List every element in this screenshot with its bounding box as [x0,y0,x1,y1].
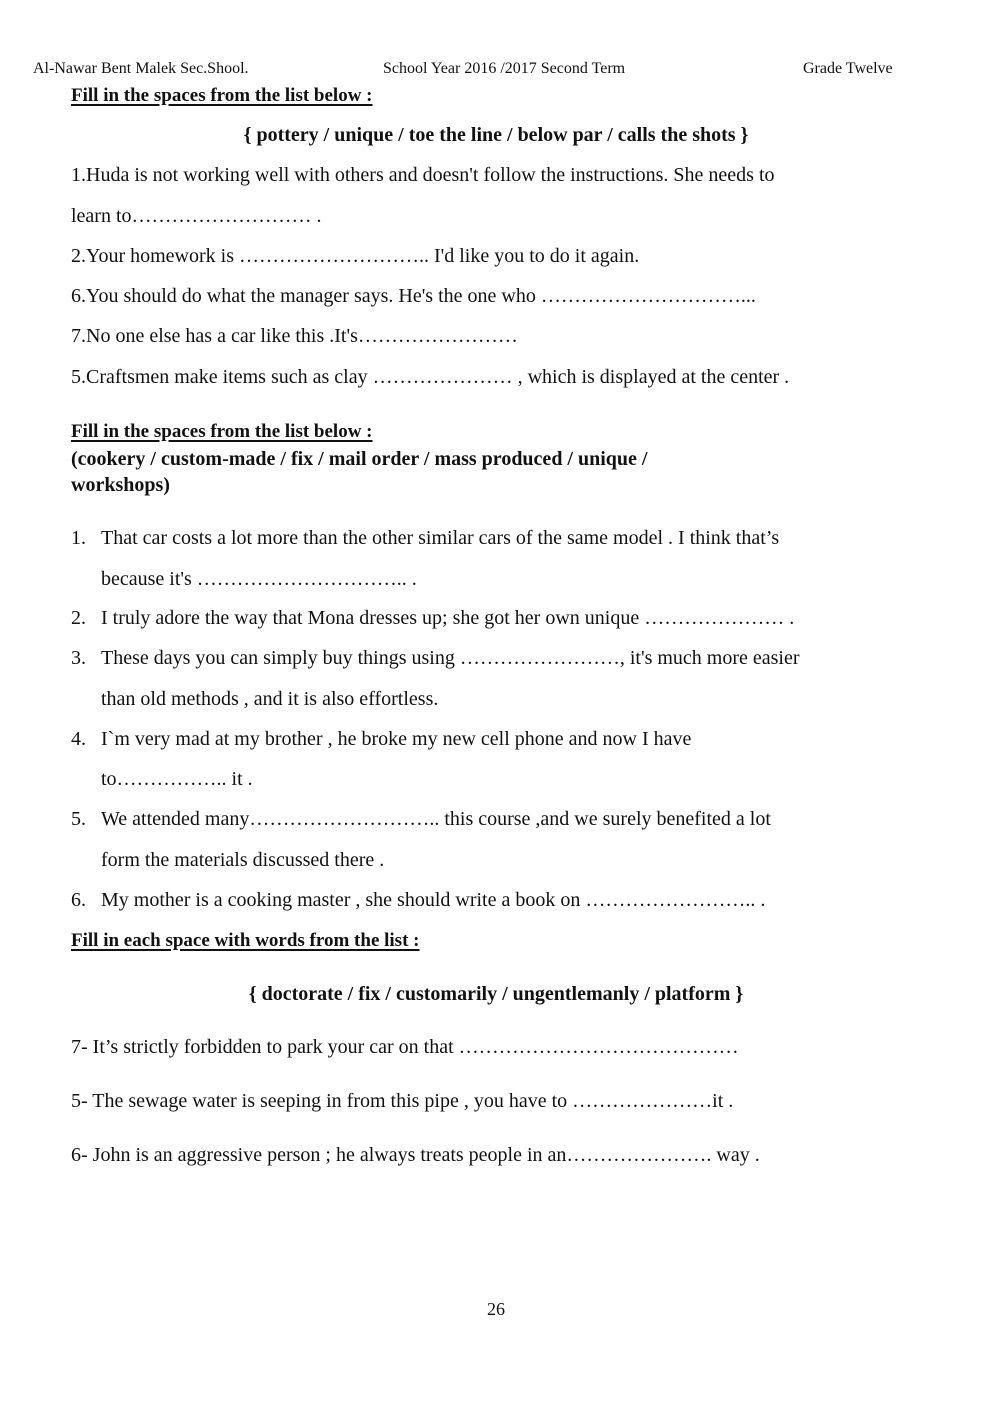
question-number: 1. [71,527,86,549]
question-text-continued: than old methods , and it is also effortless. [101,688,439,710]
question-text-continued: because it's ………………………….. . [101,568,417,590]
question-text: I truly adore the way that Mona dresses up; she got her own unique ………………… . [101,607,795,629]
section1-line-4: 6.You should do what the manager says. He's the one who …………………………... [71,285,756,307]
question-text: That car costs a lot more than the other similar cars of the same model . I think that’s [101,527,780,549]
question-number: 3. [71,647,86,669]
question-number: 5. [71,808,86,830]
question-number: 4. [71,728,86,750]
section2-word-list-line2: workshops) [71,474,170,496]
question-text: We attended many……………………….. this course ,and we surely benefited a lot [101,808,771,830]
section2-heading: Fill in the spaces from the list below : [71,421,373,442]
section1-line-6: 5.Craftsmen make items such as clay ………………… , which is displayed at the center . [71,366,790,388]
question-number: 2. [71,607,86,629]
section1-heading: Fill in the spaces from the list below : [71,85,373,106]
question-text-continued: form the materials discussed there . [101,849,385,871]
section1-line-5: 7.No one else has a car like this .It's…………………… [71,325,518,347]
section1-line-3: 2.Your homework is ……………………….. I'd like you to do it again. [71,245,640,267]
question-text-continued: to…………….. it . [101,768,253,790]
section3-word-list: { doctorate / fix / customarily / ungentlemanly / platform } [248,983,744,1005]
section3-line-1: 7- It’s strictly forbidden to park your car on that …………………………………… [71,1036,739,1058]
question-text: I`m very mad at my brother , he broke my new cell phone and now I have [101,728,692,750]
section3-line-2: 5- The sewage water is seeping in from this pipe , you have to …………………it . [71,1090,734,1112]
section1-line-2: learn to……………………… . [71,205,322,227]
section3-line-3: 6- John is an aggressive person ; he always treats people in an…………………. way . [71,1144,760,1166]
question-text: My mother is a cooking master , she should write a book on …………………….. . [101,889,766,911]
section1-word-list: { pottery / unique / toe the line / below par / calls the shots } [243,124,749,146]
grade-label: Grade Twelve [803,60,893,77]
page-number: 26 [487,1299,505,1319]
question-text: These days you can simply buy things using ……………………, it's much more easier [101,647,800,669]
section3-heading: Fill in each space with words from the list : [71,930,420,951]
school-name: Al-Nawar Bent Malek Sec.Shool. [33,60,249,77]
school-year: School Year 2016 /2017 Second Term [383,60,626,77]
section1-line-1: 1.Huda is not working well with others and doesn't follow the instructions. She needs to [71,164,775,186]
section2-word-list-line1: (cookery / custom-made / fix / mail order / mass produced / unique / [71,448,648,470]
question-number: 6. [71,889,86,911]
